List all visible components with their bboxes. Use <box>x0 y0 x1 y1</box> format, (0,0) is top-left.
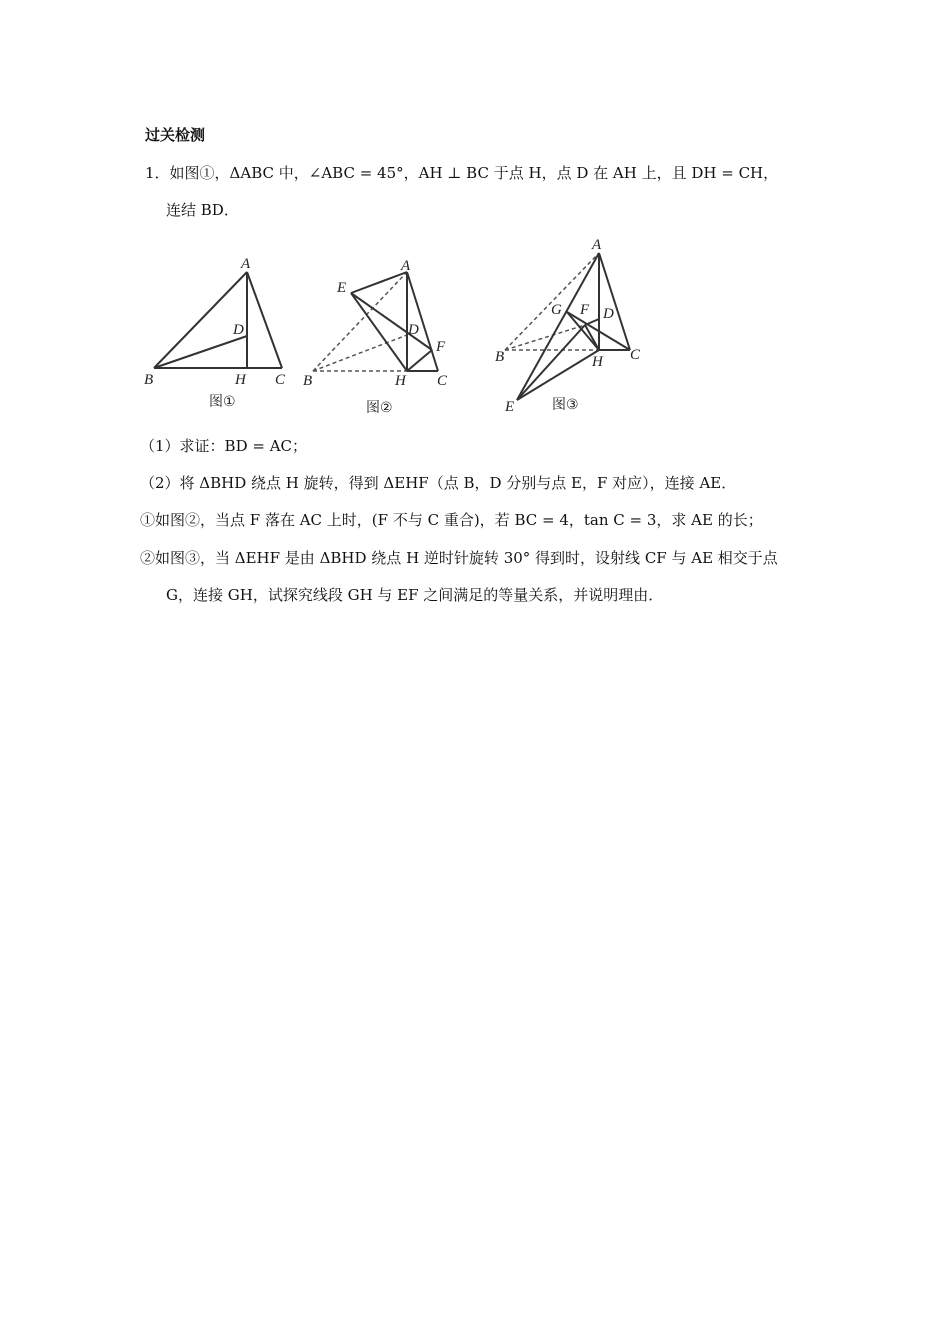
label-E: E <box>505 399 515 415</box>
label-D: D <box>603 306 614 322</box>
part-2: （2）将 ΔBHD 绕点 H 旋转，得到 ΔEHF（点 B，D 分别与点 E，F 对应），连接 AE． <box>140 474 737 492</box>
label-E: E <box>337 280 347 296</box>
label-H: H <box>235 372 246 388</box>
figure-1-caption: 图① <box>209 394 236 410</box>
figure-2 <box>295 250 465 424</box>
figure-3-caption: 图③ <box>552 397 579 413</box>
label-D: D <box>408 322 419 338</box>
part-2-sub-2-line1: ②如图③，当 ΔEHF 是由 ΔBHD 绕点 H 逆时针旋转 30° 得到时，设射线 CF 与 AE 相交于点 <box>140 549 778 567</box>
figure-1 <box>140 252 300 421</box>
figure-2-caption: 图② <box>366 400 393 416</box>
figure-1-diagram <box>140 252 300 417</box>
label-A: A <box>592 237 602 253</box>
problem-stem-line2: 连结 BD． <box>166 201 239 219</box>
label-H: H <box>592 354 603 370</box>
problem-number: 1． <box>145 164 170 182</box>
label-C: C <box>630 347 641 363</box>
label-D: D <box>233 322 244 338</box>
part-1: （1）求证：BD = AC； <box>140 437 308 455</box>
label-G: G <box>551 302 562 318</box>
label-B: B <box>495 349 505 365</box>
label-A: A <box>241 256 251 272</box>
label-B: B <box>303 373 313 389</box>
section-title: 过关检测 <box>145 126 206 144</box>
part-2-sub-1: ①如图②，当点 F 落在 AC 上时，(F 不与 C 重合)，若 BC = 4，tan C = 3，求 AE 的长； <box>140 511 763 529</box>
problem-stem-line1: 1．如图①，ΔABC 中，∠ABC = 45°，AH ⊥ BC 于点 H，点 D 在 AH 上，且 DH = CH， <box>145 164 779 182</box>
figure-2-diagram <box>295 250 465 420</box>
label-C: C <box>275 372 286 388</box>
label-A: A <box>401 258 411 274</box>
label-B: B <box>144 372 154 388</box>
label-F: F <box>436 339 446 355</box>
figure-3 <box>485 232 660 426</box>
figure-3-diagram <box>485 232 660 422</box>
part-2-sub-2-line2: G，连接 GH，试探究线段 GH 与 EF 之间满足的等量关系，并说明理由． <box>166 586 664 604</box>
label-F: F <box>580 302 590 318</box>
label-C: C <box>437 373 448 389</box>
label-H: H <box>395 373 406 389</box>
